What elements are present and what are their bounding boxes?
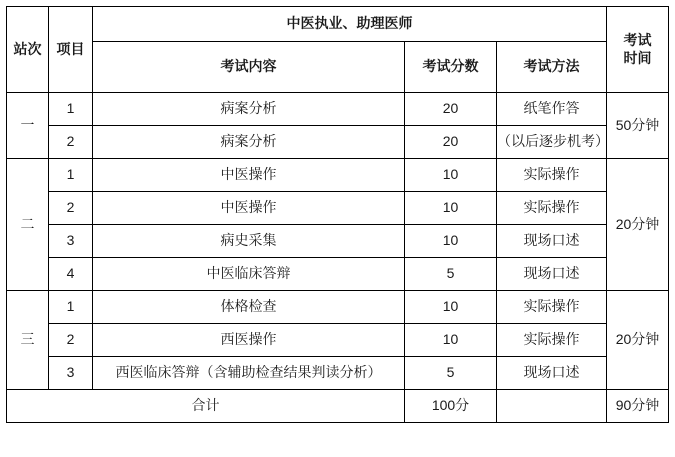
exam-content: 病案分析 [93, 126, 405, 159]
table-row [7, 192, 669, 225]
header-content: 考试内容 [93, 42, 405, 93]
header-exam-time-line2: 时间 [623, 49, 652, 66]
table-title-row [7, 7, 669, 42]
station-label: 一 [7, 93, 49, 159]
exam-method: （以后逐步机考） [497, 126, 607, 159]
exam-content: 体格检查 [93, 291, 405, 324]
item-number: 2 [49, 192, 93, 225]
item-number: 1 [49, 291, 93, 324]
exam-score: 10 [405, 192, 497, 225]
item-number: 2 [49, 324, 93, 357]
exam-method: 现场口述 [497, 225, 607, 258]
exam-method: 纸笔作答 [497, 93, 607, 126]
station-time: 50分钟 [607, 93, 669, 159]
exam-method: 实际操作 [497, 324, 607, 357]
exam-method: 实际操作 [497, 159, 607, 192]
table-row [7, 225, 669, 258]
exam-score: 10 [405, 159, 497, 192]
exam-score: 5 [405, 258, 497, 291]
station-time: 20分钟 [607, 291, 669, 390]
station-label: 二 [7, 159, 49, 291]
table-row [7, 93, 669, 126]
total-time: 90分钟 [607, 390, 669, 423]
item-number: 1 [49, 159, 93, 192]
header-station: 站次 [7, 7, 49, 93]
exam-method: 实际操作 [497, 291, 607, 324]
exam-score: 5 [405, 357, 497, 390]
exam-content: 中医操作 [93, 192, 405, 225]
total-label: 合计 [7, 390, 405, 423]
exam-method: 现场口述 [497, 258, 607, 291]
header-score: 考试分数 [405, 42, 497, 93]
exam-score: 20 [405, 126, 497, 159]
table-row [7, 126, 669, 159]
exam-content: 西医临床答辩（含辅助检查结果判读分析） [93, 357, 405, 390]
item-number: 1 [49, 93, 93, 126]
exam-method: 现场口述 [497, 357, 607, 390]
table-title: 中医执业、助理医师 [93, 7, 607, 42]
table-row [7, 291, 669, 324]
exam-schedule-table [6, 6, 669, 423]
header-method: 考试方法 [497, 42, 607, 93]
header-item: 项目 [49, 7, 93, 93]
exam-content: 病史采集 [93, 225, 405, 258]
exam-score: 10 [405, 291, 497, 324]
item-number: 3 [49, 225, 93, 258]
header-exam-time-line1: 考试 [623, 32, 652, 48]
table-row [7, 324, 669, 357]
station-label: 三 [7, 291, 49, 390]
exam-content: 病案分析 [93, 93, 405, 126]
table-header-row [7, 42, 669, 93]
exam-score: 10 [405, 225, 497, 258]
total-score: 100分 [405, 390, 497, 423]
table-total-row [7, 390, 669, 423]
exam-method: 实际操作 [497, 192, 607, 225]
station-time: 20分钟 [607, 159, 669, 291]
exam-content: 中医操作 [93, 159, 405, 192]
header-exam-time [607, 7, 669, 93]
table-row [7, 357, 669, 390]
total-method [497, 390, 607, 423]
exam-score: 20 [405, 93, 497, 126]
table-row [7, 159, 669, 192]
exam-score: 10 [405, 324, 497, 357]
exam-content: 西医操作 [93, 324, 405, 357]
exam-content: 中医临床答辩 [93, 258, 405, 291]
item-number: 2 [49, 126, 93, 159]
item-number: 3 [49, 357, 93, 390]
item-number: 4 [49, 258, 93, 291]
table-row [7, 258, 669, 291]
